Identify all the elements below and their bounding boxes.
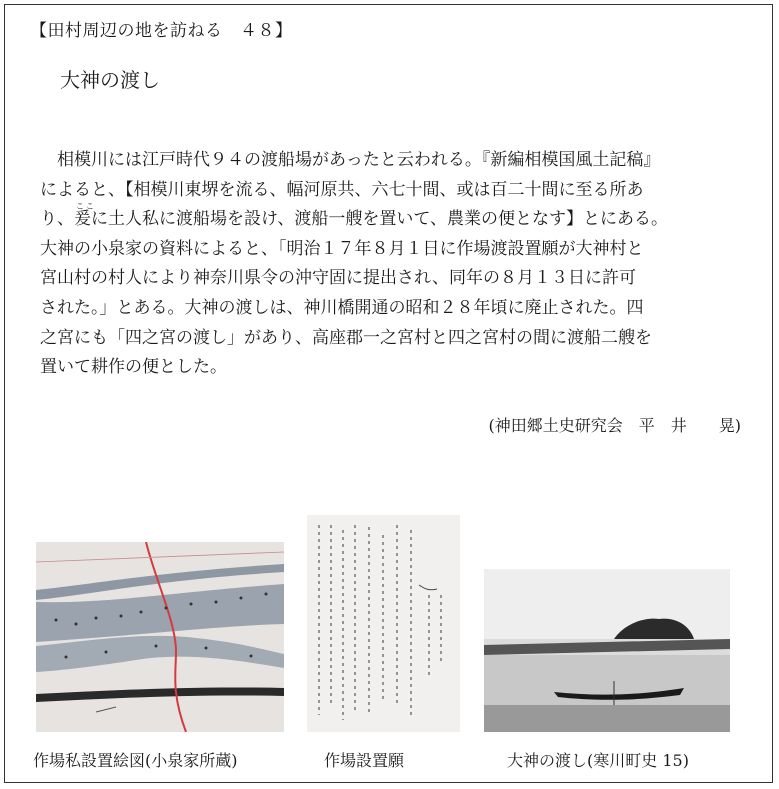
article-line: 宮山村の村人により神奈川県令の沖守固に提出され、同年の８月１３日に許可 — [40, 268, 637, 289]
line-text: に土人私に渡船場を設け、渡船一艘を置いて、農業の便となす】とにある。 — [91, 209, 668, 230]
ruby-reading: ここ — [76, 202, 96, 212]
line-text: り、 — [40, 209, 74, 230]
document-image — [307, 515, 460, 732]
article-body — [40, 146, 752, 383]
map-image — [36, 542, 284, 732]
article-line: 置いて耕作の便とした。 — [40, 357, 227, 378]
article-line: によると、【相模川東堺を流る、幅河原共、六七十間、或は百二十間に至る所あ — [40, 179, 644, 200]
series-label: 【田村周辺の地を訪ねる ４８】 — [30, 21, 293, 41]
article-line: された。」とある。大神の渡しは、神川橋開通の昭和２８年頃に廃止された。四 — [40, 297, 644, 318]
figure-caption: 大神の渡し(寒川町史 15) — [507, 751, 689, 770]
figure-caption: 作場設置願 — [324, 751, 405, 770]
article-title: 大神の渡し — [60, 68, 160, 92]
kanji-text: 爰 — [74, 209, 91, 230]
author-signature: (神田郷土史研究会 平 井 晃) — [488, 416, 741, 435]
figure-caption: 作場私設置絵図(小泉家所蔵) — [33, 751, 238, 770]
article-line — [40, 202, 752, 235]
article-line: 相模川には江戸時代９４の渡船場があったと云われる。『新編相模国風土記稿』 — [40, 150, 661, 170]
article-line: 大神の小泉家の資料によると、「明治１７年８月１日に作場渡設置願が大神村と — [40, 238, 644, 259]
ferry-photo — [484, 569, 730, 732]
article-line: 之宮にも「四之宮の渡し」があり、高座郡一之宮村と四之宮村の間に渡船二艘を — [40, 327, 652, 348]
ruby-kanji — [74, 202, 96, 235]
